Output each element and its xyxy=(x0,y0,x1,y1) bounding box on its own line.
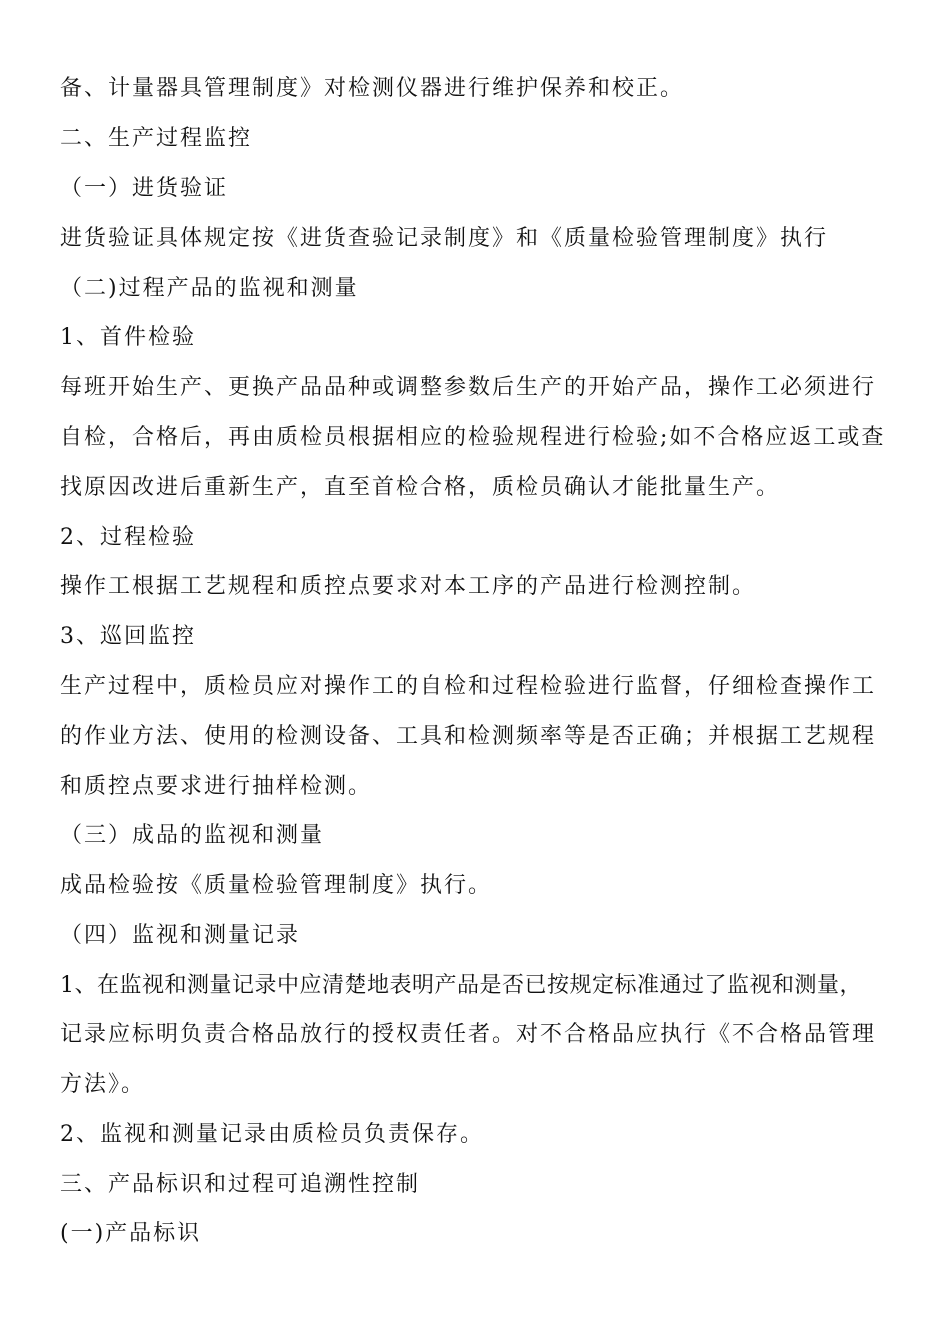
text-line: 生产过程中，质检员应对操作工的自检和过程检验进行监督，仔细检查操作工 xyxy=(60,674,877,699)
subsection-heading: （四）监视和测量记录 xyxy=(60,923,301,948)
text-line: 方法》。 xyxy=(60,1072,146,1097)
text-line: 记录应标明负责合格品放行的授权责任者。对不合格品应执行《不合格品管理 xyxy=(60,1022,877,1047)
text-line: 每班开始生产、更换产品品种或调整参数后生产的开始产品，操作工必须进行 xyxy=(60,375,877,400)
item-heading: 1、首件检验 xyxy=(60,325,196,350)
subsection-heading: （二)过程产品的监视和测量 xyxy=(60,276,359,301)
subsection-heading: （一）进货验证 xyxy=(60,176,229,201)
text-line: 和质控点要求进行抽样检测。 xyxy=(60,774,373,799)
item-heading: 2、过程检验 xyxy=(60,525,196,550)
section-heading: 三、产品标识和过程可追溯性控制 xyxy=(60,1172,421,1197)
text-line: 进货验证具体规定按《进货查验记录制度》和《质量检验管理制度》执行 xyxy=(60,226,829,251)
subsection-heading: (一)产品标识 xyxy=(60,1221,202,1246)
section-heading: 二、生产过程监控 xyxy=(60,126,253,151)
text-line: 2、监视和测量记录由质检员负责保存。 xyxy=(60,1122,484,1147)
item-heading: 3、巡回监控 xyxy=(60,624,196,649)
subsection-heading: （三）成品的监视和测量 xyxy=(60,823,325,848)
text-line: 自检，合格后，再由质检员根据相应的检验规程进行检验;如不合格应返工或查 xyxy=(60,425,886,450)
text-line: 成品检验按《质量检验管理制度》执行。 xyxy=(60,873,493,898)
text-line: 备、计量器具管理制度》对检测仪器进行维护保养和校正。 xyxy=(60,76,685,101)
text-line: 操作工根据工艺规程和质控点要求对本工序的产品进行检测控制。 xyxy=(60,574,757,599)
text-line: 1、在监视和测量记录中应清楚地表明产品是否已按规定标准通过了监视和测量， xyxy=(60,973,862,998)
text-line: 找原因改进后重新生产，直至首检合格，质检员确认才能批量生产。 xyxy=(60,475,781,500)
text-line: 的作业方法、使用的检测设备、工具和检测频率等是否正确；并根据工艺规程 xyxy=(60,724,877,749)
